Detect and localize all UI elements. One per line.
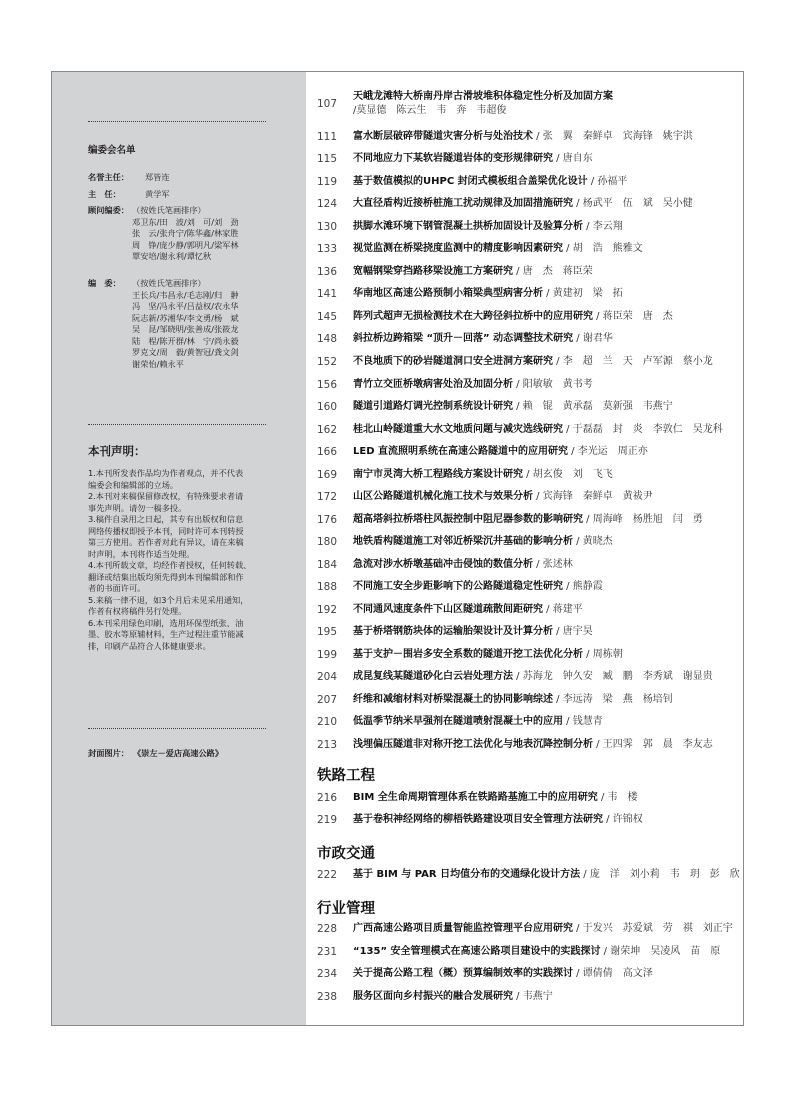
author-separator: / xyxy=(573,536,583,547)
toc-page-number: 119 xyxy=(317,176,338,188)
toc-entry-text xyxy=(353,490,653,504)
statement-item: 6.本刊采用绿色印刷，选用环保型纸张、油 墨、胶水等原辅材料，生产过程注重节能减 排，印刷产品符合人体健康要求。 xyxy=(88,617,244,651)
toc-page-number: 195 xyxy=(317,626,338,638)
toc-entry-text xyxy=(353,791,638,805)
toc-article-title: 大直径盾构近接桥桩施工扰动规律及加固措施研究 xyxy=(353,198,573,209)
section-heading: 市政交通 xyxy=(317,846,375,862)
statement-item: 5.来稿一律不退，如3个月后未见采用通知， 作者有权将稿件另行处理。 xyxy=(88,594,249,616)
cover-caption xyxy=(88,748,223,760)
toc-authors: 谢荣坤 吴凌风 苗 原 xyxy=(610,946,721,957)
author-separator: / xyxy=(593,311,603,322)
toc-entry-text xyxy=(353,265,593,279)
toc-article-title: 不同地应力下某软岩隧道岩体的变形规律研究 xyxy=(353,153,553,164)
statement-item: 2.本刊对来稿保留修改权，有特殊要求者请 事先声明。请勿一稿多投。 xyxy=(88,491,244,513)
author-separator: / xyxy=(580,869,590,880)
toc-entry-text xyxy=(353,715,603,729)
toc-page-number: 130 xyxy=(317,221,338,233)
author-separator: / xyxy=(513,401,523,412)
toc-entry-text xyxy=(353,220,623,234)
toc-article-title: 山区公路隧道机械化施工技术与效果分析 xyxy=(353,491,533,502)
toc-authors: 张述林 xyxy=(542,559,573,570)
author-separator: / xyxy=(583,221,593,232)
editors-list: （按姓氏笔画排序） 王长兵/韦昌永/毛志刚/归 翀 冯 坚/冯永平/吕益权/农永华 阮志新/苏湘华/李文勇/杨 斌 吴 昆/邹晓明/张善成/张筱龙 陆 程/陈开群/林 宁/尚永毅 罗克文/周 毅/黄智冠/龚文剑 谢荣怡/赖永平 xyxy=(132,278,239,369)
toc-article-title: 斜拉桥边跨箱梁 “顶升－回落” 动态调整技术研究 xyxy=(353,333,574,344)
toc-authors: 黄晓杰 xyxy=(582,536,613,547)
author-separator: / xyxy=(583,649,593,660)
toc-page-number: 213 xyxy=(317,739,338,751)
toc-authors: 唐宇昊 xyxy=(562,626,593,637)
toc-page-number: 238 xyxy=(317,991,338,1003)
toc-entry-text xyxy=(353,558,573,572)
statement-item: 3.稿件自录用之日起，其专有出版权和信息 网络传播权即授予本刊，同时许可本刊转授 第三方使用。若作者对此有异议，请在来稿 时声明，本刊将作适当处理。 xyxy=(88,514,244,559)
cover-label: 封面图片： xyxy=(88,748,129,758)
author-separator: / xyxy=(553,626,563,637)
author-separator: / xyxy=(513,991,523,1002)
toc-entry-text xyxy=(353,945,720,959)
toc-page-number: 234 xyxy=(317,968,338,980)
toc-entry-text xyxy=(353,990,553,1004)
toc-article-title: 隧道引道路灯调光控制系统设计研究 xyxy=(353,401,513,412)
toc-entry-text xyxy=(353,535,613,549)
toc-entry-text xyxy=(353,922,733,936)
toc-page-number: 148 xyxy=(317,333,338,345)
dotted-divider xyxy=(88,424,266,425)
toc-page-number: 228 xyxy=(317,923,338,935)
toc-authors: 唐 杰 蒋臣荣 xyxy=(522,266,593,277)
toc-authors: 赖 锟 黄承磊 莫新强 韦燕宁 xyxy=(522,401,673,412)
toc-authors: 苏海龙 钟久安 臧 鹏 李秀斌 谢显贵 xyxy=(522,671,713,682)
toc-page-number: 133 xyxy=(317,243,338,255)
toc-entry-text xyxy=(353,967,653,981)
toc-authors: 谭倩倩 高文泽 xyxy=(582,968,653,979)
toc-page-number: 107 xyxy=(317,98,338,110)
author-separator: / xyxy=(513,671,523,682)
toc-article-title: 宽幅钢梁穿挡路移梁设施工方案研究 xyxy=(353,266,513,277)
toc-article-title: 南宁市灵湾大桥工程路线方案设计研究 xyxy=(353,469,523,480)
toc-article-title: 基于桥塔钢筋块体的运输胎架设计及计算分析 xyxy=(353,626,553,637)
section-heading: 铁路工程 xyxy=(317,768,375,784)
toc-authors: 唐自东 xyxy=(562,153,593,164)
toc-entry-text xyxy=(353,310,673,324)
toc-page-number: 210 xyxy=(317,716,338,728)
toc-article-title: 纤维和减缩材料对桥梁混凝土的协同影响综述 xyxy=(353,694,553,705)
dotted-divider xyxy=(88,121,266,122)
toc-article-title: LED 直流照明系统在高速公路隧道中的应用研究 xyxy=(353,446,568,457)
masthead-sidebar xyxy=(52,72,306,1025)
toc-authors: 蒋臣荣 唐 杰 xyxy=(602,311,673,322)
toc-page-number: 166 xyxy=(317,446,338,458)
toc-article-title: 富水断层破碎带隧道灾害分析与处治技术 xyxy=(353,131,533,142)
toc-entry-text xyxy=(353,468,613,482)
toc-article-title: 桂北山岭隧道重大水文地质问题与减灾选线研究 xyxy=(353,424,563,435)
toc-page-number: 192 xyxy=(317,604,338,616)
toc-entry-text xyxy=(353,423,723,437)
toc-page-number: 231 xyxy=(317,946,338,958)
director-value: 黄学军 xyxy=(145,189,170,199)
toc-entry-text xyxy=(353,513,703,527)
director-row xyxy=(88,189,170,201)
author-separator: / xyxy=(573,968,583,979)
author-separator: / xyxy=(353,105,357,116)
toc-authors: 李远涛 梁 燕 杨培钊 xyxy=(562,694,673,705)
author-separator: / xyxy=(553,356,563,367)
toc-page-number: 219 xyxy=(317,814,338,826)
toc-entry-text xyxy=(353,670,713,684)
toc-authors: 莫显德 陈云生 韦 奔 韦超俊 xyxy=(356,105,507,116)
toc-article-title: 低温季节纳米早强剂在隧道喷射混凝土中的应用 xyxy=(353,716,563,727)
toc-authors: 蒋建平 xyxy=(552,604,583,615)
page-frame xyxy=(51,71,744,1026)
toc-article-title: 青竹立交匝桥墩病害处治及加固分析 xyxy=(353,379,513,390)
toc-entry-text xyxy=(353,355,713,369)
author-separator: / xyxy=(513,266,523,277)
toc-authors: 胡玄俊 刘 飞飞 xyxy=(532,469,613,480)
toc-article-title: 视觉监测在桥梁挠度监测中的精度影响因素研究 xyxy=(353,243,563,254)
toc-entry-text xyxy=(353,90,613,118)
toc-article-title: 广西高速公路项目质量智能监控管理平台应用研究 xyxy=(353,923,573,934)
author-separator: / xyxy=(563,243,573,254)
toc-page-number: 204 xyxy=(317,671,338,683)
toc-authors: 黄建初 梁 拓 xyxy=(552,288,623,299)
toc-entry-text xyxy=(353,693,673,707)
toc-article-title: 基于支护－围岩多安全系数的隧道开挖工法优化分析 xyxy=(353,649,583,660)
author-separator: / xyxy=(543,604,553,615)
honorary-label: 名誉主任： xyxy=(88,172,129,182)
author-separator: / xyxy=(523,469,533,480)
toc-page-number: 162 xyxy=(317,424,338,436)
toc-entry-text xyxy=(353,332,613,346)
toc-article-title: 基于 BIM 与 PAR 日均值分布的交通绿化设计方法 xyxy=(353,869,581,880)
editorial-board-title: 编委会名单 xyxy=(88,145,136,156)
toc-authors: 韦 楼 xyxy=(607,792,638,803)
statement-title: 本刊声明： xyxy=(88,444,146,458)
author-separator: / xyxy=(553,153,563,164)
toc-authors: 熊静霞 xyxy=(572,581,603,592)
author-separator: / xyxy=(573,333,583,344)
toc-authors: 钱慧青 xyxy=(572,716,603,727)
honorary-value: 郑皆连 xyxy=(145,172,170,182)
author-separator: / xyxy=(603,814,613,825)
toc-entry-text xyxy=(353,738,713,752)
honorary-director-row xyxy=(88,172,170,184)
author-separator: / xyxy=(543,288,553,299)
toc-entry-text xyxy=(353,813,643,827)
toc-authors: 李光运 周正亦 xyxy=(577,446,648,457)
toc-entry-text xyxy=(353,868,740,882)
advisors-label: 顾问编委： xyxy=(88,205,129,215)
toc-authors: 周海峰 杨胜旭 闫 勇 xyxy=(592,514,703,525)
author-separator: / xyxy=(597,792,608,803)
toc-page-number: 222 xyxy=(317,869,338,881)
toc-article-title: 阵列式超声无损检测技术在大跨径斜拉桥中的应用研究 xyxy=(353,311,593,322)
toc-article-title: 浅埋偏压隧道非对称开挖工法优化与地表沉降控制分析 xyxy=(353,739,593,750)
toc-authors: 周栋朝 xyxy=(592,649,623,660)
toc-authors: 杨武平 伍 斌 吴小健 xyxy=(582,198,693,209)
toc-page-number: 169 xyxy=(317,469,338,481)
author-separator: / xyxy=(600,946,611,957)
director-label: 主 任： xyxy=(88,189,121,199)
author-separator: / xyxy=(563,424,573,435)
toc-article-title: 天峨龙滩特大桥南丹岸古滑坡堆积体稳定性分析及加固方案 xyxy=(353,91,613,102)
advisors-block xyxy=(88,205,239,263)
author-separator: / xyxy=(513,379,523,390)
toc-page-number: 141 xyxy=(317,288,338,300)
toc-article-title: 关于提高公路工程（概）预算编制效率的实践探讨 xyxy=(353,968,573,979)
toc-entry-text xyxy=(353,378,593,392)
author-separator: / xyxy=(593,739,603,750)
author-separator: / xyxy=(587,176,598,187)
toc-page-number: 124 xyxy=(317,198,338,210)
toc-entry-text xyxy=(353,445,648,459)
editors-block xyxy=(88,278,239,370)
toc-entry-text xyxy=(353,287,623,301)
author-separator: / xyxy=(573,923,583,934)
toc-authors: 王四霁 郭 晨 李友志 xyxy=(602,739,713,750)
toc-page-number: 160 xyxy=(317,401,338,413)
toc-authors: 庞 洋 刘小莉 韦 玥 彭 欣 xyxy=(589,869,740,880)
cover-value: 《崇左－爱店高速公路》 xyxy=(132,748,224,758)
toc-article-title: 地铁盾构隧道施工对邻近桥梁沉井基础的影响分析 xyxy=(353,536,573,547)
toc-entry-text xyxy=(353,580,603,594)
toc-page-number: 172 xyxy=(317,491,338,503)
author-separator: / xyxy=(533,131,543,142)
toc-authors: 宾海锋 秦鲜卓 黄祓尹 xyxy=(542,491,653,502)
toc-article-title: 不同施工安全步距影响下的公路隧道稳定性研究 xyxy=(353,581,563,592)
toc-article-title: 不同通风速度条件下山区隧道疏散间距研究 xyxy=(353,604,543,615)
section-heading: 行业管理 xyxy=(317,901,375,917)
author-separator: / xyxy=(553,694,563,705)
toc-authors: 谢君华 xyxy=(582,333,613,344)
toc-page-number: 188 xyxy=(317,581,338,593)
toc-page-number: 180 xyxy=(317,536,338,548)
toc-entry-text xyxy=(353,197,693,211)
toc-page-number: 184 xyxy=(317,559,338,571)
toc-page-number: 216 xyxy=(317,792,338,804)
toc-page-number: 156 xyxy=(317,379,338,391)
toc-entry-text xyxy=(353,648,623,662)
toc-authors: 张 翼 秦鲜卓 宾海锋 姚宇洪 xyxy=(542,131,693,142)
toc-page-number: 145 xyxy=(317,311,338,323)
toc-entry-text xyxy=(353,603,583,617)
toc-entry-text xyxy=(353,152,593,166)
toc-page-number: 152 xyxy=(317,356,338,368)
toc-entry-text xyxy=(353,242,643,256)
toc-authors: 于磊磊 封 炎 李敦仁 吴龙科 xyxy=(572,424,723,435)
toc-page-number: 207 xyxy=(317,694,338,706)
toc-article-title: 华南地区高速公路预制小箱梁典型病害分析 xyxy=(353,288,543,299)
toc-entry-text xyxy=(353,400,673,414)
toc-page-number: 111 xyxy=(317,131,338,143)
toc-authors: 于发兴 苏爱斌 劳 祺 刘正宇 xyxy=(582,923,733,934)
toc-article-title: 拱脚水滩环境下钢管混凝土拱桥加固设计及验算分析 xyxy=(353,221,583,232)
toc-authors: 李云翔 xyxy=(592,221,623,232)
toc-entry-text xyxy=(353,175,627,189)
toc-article-title: BIM 全生命周期管理体系在铁路路基施工中的应用研究 xyxy=(353,792,598,803)
advisors-list: （按姓氏笔画排序） 邓卫东/田 波/刘 可/刘 劲 张 云/张舟宁/陈华鑫/林家胜 周 铮/庞少静/郭明凡/梁军林 覃安培/谢永利/谭忆秋 xyxy=(132,205,239,261)
statement-item: 1.本刊所发表作品均为作者观点，并不代表 编委会和编辑部的立场。 xyxy=(88,468,244,490)
toc-page-number: 176 xyxy=(317,514,338,526)
toc-entry-text xyxy=(353,625,593,639)
author-separator: / xyxy=(563,581,573,592)
toc-entry-text xyxy=(353,130,693,144)
toc-authors: 胡 浩 熊雅文 xyxy=(572,243,643,254)
toc-authors: 阳敏敏 黄书考 xyxy=(522,379,593,390)
toc-authors: 孙福平 xyxy=(597,176,628,187)
author-separator: / xyxy=(568,446,578,457)
author-separator: / xyxy=(563,716,573,727)
editors-label: 编 委： xyxy=(88,278,121,288)
author-separator: / xyxy=(573,198,583,209)
toc-page-number: 115 xyxy=(317,153,338,165)
toc-page-number: 136 xyxy=(317,266,338,278)
toc-article-title: “135” 安全管理模式在高速公路项目建设中的实践探讨 xyxy=(353,946,601,957)
toc-article-title: 不良地质下的砂岩隧道洞口安全进洞方案研究 xyxy=(353,356,553,367)
toc-article-title: 急流对涉水桥墩基础冲击侵蚀的数值分析 xyxy=(353,559,533,570)
toc-article-title: 成昆复线某隧道砂化白云岩处理方法 xyxy=(353,671,513,682)
toc-article-title: 超高塔斜拉桥塔柱风振控制中阻尼器参数的影响研究 xyxy=(353,514,583,525)
toc-authors: 李 超 兰 天 卢军源 蔡小龙 xyxy=(562,356,713,367)
toc-article-title: 基于卷积神经网络的柳梧铁路建设项目安全管理方法研究 xyxy=(353,814,603,825)
toc-page-number: 199 xyxy=(317,649,338,661)
author-separator: / xyxy=(533,559,543,570)
statement-list xyxy=(88,468,278,652)
toc-authors: 许锦权 xyxy=(612,814,643,825)
dotted-divider xyxy=(88,728,266,729)
toc-article-title: 基于数值模拟的UHPC 封闭式模板组合盖梁优化设计 xyxy=(353,176,588,187)
toc-article-title: 服务区面向乡村振兴的融合发展研究 xyxy=(353,991,513,1002)
author-separator: / xyxy=(583,514,593,525)
toc-authors: 韦燕宁 xyxy=(522,991,553,1002)
author-separator: / xyxy=(533,491,543,502)
statement-item: 4.本刊所载文章，均经作者授权，任何转载、 翻译或结集出版均须先得到本刊编辑部和作 者的书面许可。 xyxy=(88,560,252,593)
